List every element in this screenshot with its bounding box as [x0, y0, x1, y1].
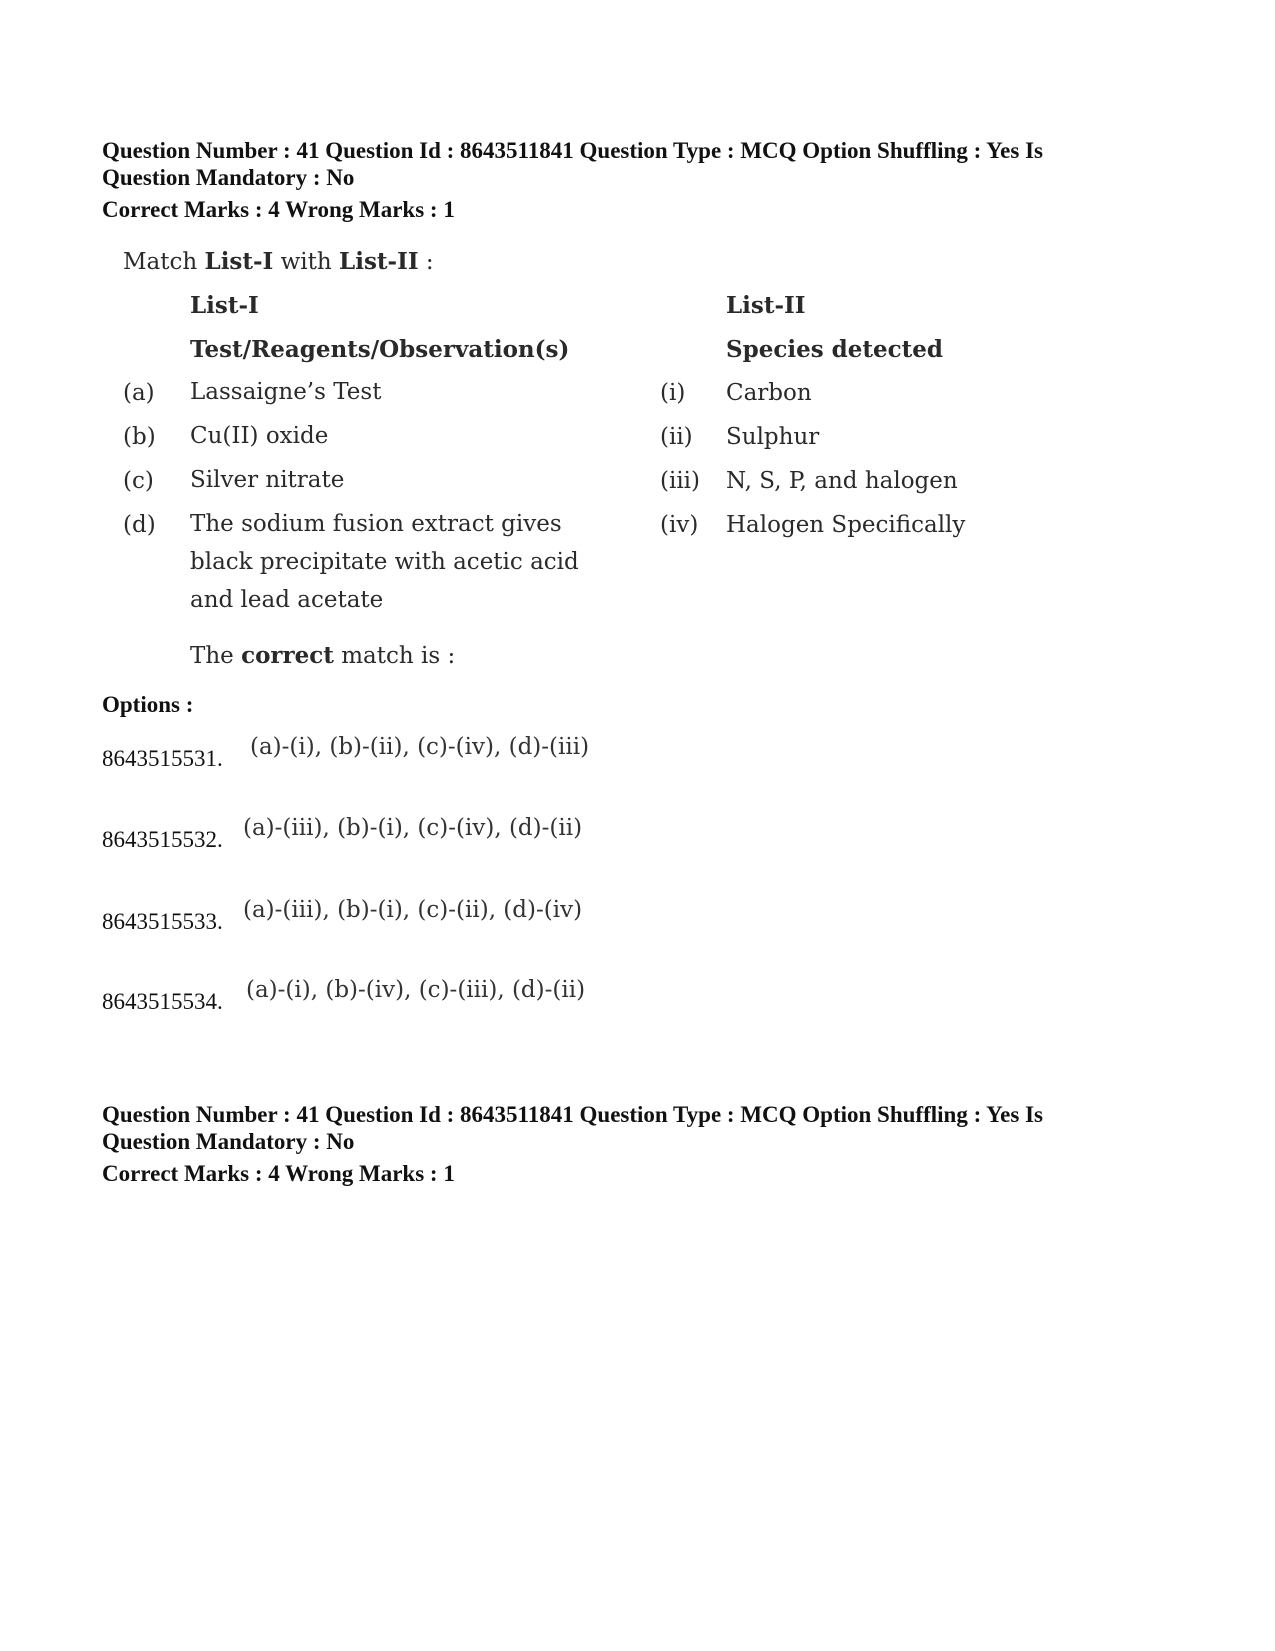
list2-item-label: (iii): [660, 468, 701, 494]
list1-item-label: (a): [123, 380, 155, 406]
question-meta-line-1: Question Number : 41 Question Id : 8643511841 Question Type : MCQ Option Shuffling : Yes Is: [102, 1102, 1043, 1127]
question-header-2: [102, 1101, 1182, 1187]
closing-suffix: match is :: [333, 643, 456, 669]
list2-item-label: (iv): [660, 512, 699, 538]
list1-subtitle: Test/Reagents/Observation(s): [190, 336, 570, 363]
question-meta-line-2: Question Mandatory : No: [102, 165, 355, 190]
option-id: 8643515531.: [102, 746, 223, 771]
list2-item-text: Carbon: [726, 380, 812, 406]
option-4[interactable]: [102, 977, 802, 1017]
option-text: (a)-(iii), (b)-(i), (c)-(ii), (d)-(iv): [243, 897, 583, 923]
list1-item-text: The sodium fusion extract gives black precipitate with acetic acid and lead acetate: [190, 511, 579, 613]
list2-item-label: (ii): [660, 424, 693, 450]
question-marks: Correct Marks : 4 Wrong Marks : 1: [102, 197, 455, 222]
option-text: (a)-(i), (b)-(ii), (c)-(iv), (d)-(iii): [250, 734, 590, 760]
options-label: Options :: [102, 692, 194, 717]
list2-item-label: (i): [660, 380, 686, 406]
option-id: 8643515533.: [102, 909, 223, 934]
question-marks: Correct Marks : 4 Wrong Marks : 1: [102, 1161, 455, 1186]
question-header: [102, 137, 1182, 223]
list2-subtitle: Species detected: [726, 336, 943, 363]
option-id: 8643515534.: [102, 989, 223, 1014]
list1-title: List-I: [190, 292, 259, 319]
option-2[interactable]: [102, 815, 802, 855]
question-meta-line-2: Question Mandatory : No: [102, 1129, 355, 1154]
intro-prefix: Match: [123, 249, 205, 275]
list1-item-text: Cu(II) oxide: [190, 423, 329, 449]
option-text: (a)-(iii), (b)-(i), (c)-(iv), (d)-(ii): [243, 815, 583, 841]
list2-item-text: Halogen Specifically: [726, 512, 966, 538]
question-closing: [190, 642, 455, 669]
list2-item-text: Sulphur: [726, 424, 820, 450]
intro-mid: with: [273, 249, 340, 275]
list2-item-text: N, S, P, and halogen: [726, 468, 958, 494]
closing-prefix: The: [190, 643, 242, 669]
list1-item-text: Lassaigne’s Test: [190, 379, 382, 405]
intro-list2: List-II: [339, 248, 419, 275]
list1-item-text: Silver nitrate: [190, 467, 345, 493]
question-body: [102, 240, 1002, 685]
question-meta-line-1: Question Number : 41 Question Id : 8643511841 Question Type : MCQ Option Shuffling : Yes Is: [102, 138, 1043, 163]
option-1[interactable]: [102, 734, 802, 774]
closing-bold: correct: [241, 642, 334, 669]
list1-item-label: (b): [123, 424, 156, 450]
list1-item-label: (d): [123, 512, 156, 538]
question-intro: [123, 248, 434, 275]
intro-list1: List-I: [204, 248, 274, 275]
option-id: 8643515532.: [102, 827, 223, 852]
intro-suffix: :: [418, 249, 434, 275]
option-text: (a)-(i), (b)-(iv), (c)-(iii), (d)-(ii): [246, 977, 586, 1003]
list2-title: List-II: [726, 292, 806, 319]
list1-item-label: (c): [123, 468, 154, 494]
option-3[interactable]: [102, 897, 802, 937]
